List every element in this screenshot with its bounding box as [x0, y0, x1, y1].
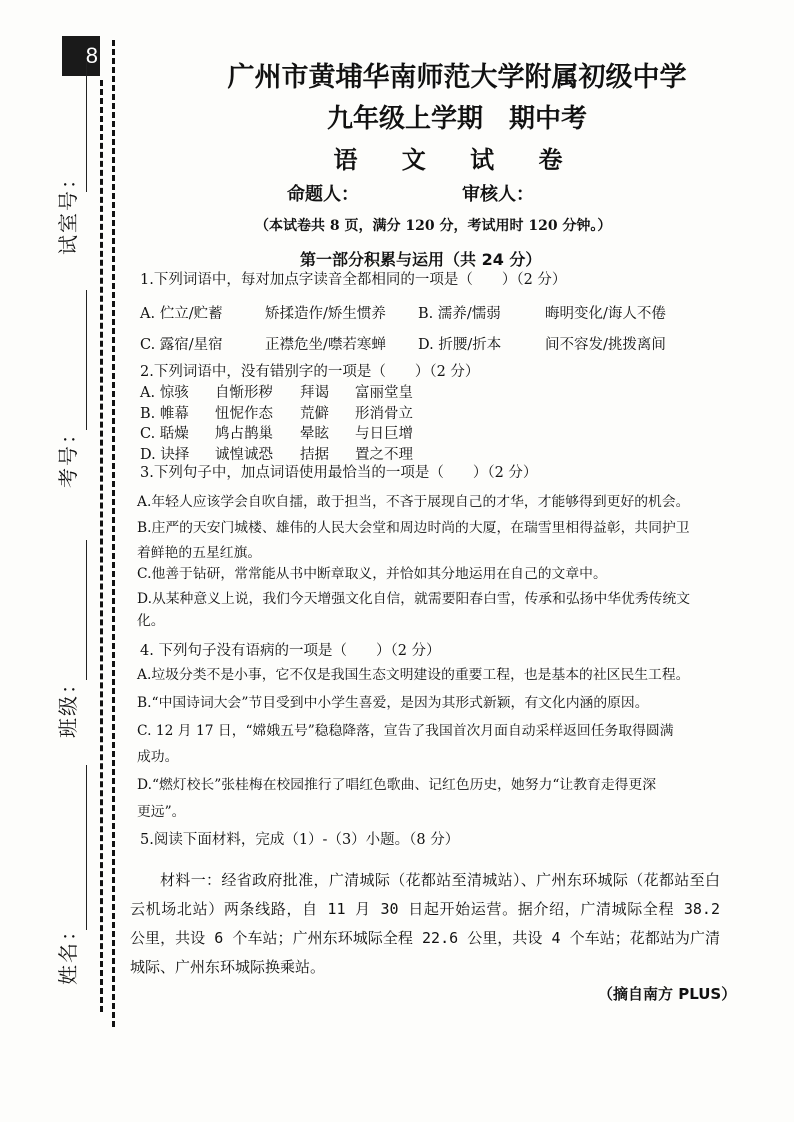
name-label: 姓名：: [56, 919, 80, 985]
name-line: [86, 765, 87, 930]
q5-material-one: 材料一：经省政府批准，广清城际（花都站至清城站）、广州东环城际（花都站至白云机场北站）两条线路，自 11 月 30 日起开始运营。据介绍，广清城际全程 38.2 公里，共设 6 个车站；广州东环城际全程 22.6 公里，共设 4 个车站；花都站为广清城际、广州东环城际换乘站。: [130, 871, 720, 976]
q2-option-d-2: 诚惶诚恐: [215, 447, 273, 463]
q4-option-d-cont: 更远”。: [137, 804, 186, 820]
class-line: [86, 540, 87, 680]
q2-option-b-2: 忸怩作态: [215, 406, 273, 422]
room-number-label: 试室号：: [56, 167, 80, 255]
q2-option-d-3: 拮据: [300, 447, 329, 463]
reviewer-label: 审核人：: [462, 184, 534, 205]
cut-line-outer: [112, 40, 115, 1027]
q3-option-b: B.庄严的天安门城楼、雄伟的人民大会堂和周边时尚的大厦，在瑞雪里相得益彰，共同护卫: [137, 520, 690, 536]
q2-option-c-4: 与日巨增: [355, 426, 413, 442]
q1-option-a-second: 矫揉造作/矫生惯养: [265, 306, 386, 322]
q1-option-a: A. 伫立/贮蓄: [140, 306, 223, 322]
part-one-title: 第一部分积累与运用（共 24 分）: [300, 250, 542, 269]
page-corner-mark: 8: [62, 36, 100, 76]
q2-option-b-3: 荒僻: [300, 406, 329, 422]
q2-option-d-1: D. 诀择: [140, 447, 190, 463]
q3-option-b-cont: 着鲜艳的五星红旗。: [137, 545, 262, 561]
q2-option-c-3: 晕眩: [300, 426, 329, 442]
setter-label: 命题人：: [287, 184, 359, 205]
school-name: 广州市黄埔华南师范大学附属初级中学: [227, 62, 687, 93]
q2-option-b-4: 形消骨立: [355, 406, 413, 422]
q3-option-c: C.他善于钻研，常常能从书中断章取义，并恰如其分地运用在自己的文章中。: [137, 566, 607, 582]
q2-stem: 2.下列词语中，没有错别字的一项是（ ）（2 分）: [140, 364, 480, 380]
q4-option-a: A.垃圾分类不是小事，它不仅是我国生态文明建设的重要工程，也是基本的社区民生工程。: [137, 667, 690, 683]
q1-stem: 1.下列词语中，每对加点字读音全都相同的一项是（ ）（2 分）: [140, 272, 567, 288]
exam-note: （本试卷共 8 页，满分 120 分，考试用时 120 分钟。）: [255, 218, 612, 234]
q4-option-b: B.“中国诗词大会”节目受到中小学生喜爱，是因为其形式新颖，有文化内涵的原因。: [137, 695, 649, 711]
q3-option-d: D.从某种意义上说，我们今天增强文化自信，就需要阳春白雪，传承和弘扬中华优秀传统文化。: [137, 591, 691, 629]
q1-option-d-second: 间不容发/挑拨离间: [545, 337, 666, 353]
q1-option-d: D. 折腰/折本: [418, 337, 502, 353]
subject-title: 语 文 试 卷: [333, 146, 581, 174]
q2-option-c-1: C. 聒燥: [140, 426, 189, 442]
q1-option-c: C. 露宿/星宿: [140, 337, 223, 353]
q1-option-b-second: 晦明变化/诲人不倦: [545, 306, 666, 322]
q4-option-c: C. 12 月 17 日，“嫦娥五号”稳稳降落，宣告了我国首次月面自动采样返回任务取得圆满: [137, 723, 674, 739]
q5-source: （摘自南方 PLUS）: [598, 985, 737, 1003]
q2-option-a-2: 自惭形秽: [215, 385, 273, 401]
q1-option-c-second: 正襟危坐/噤若寒蝉: [265, 337, 386, 353]
q2-option-d-4: 置之不理: [355, 447, 413, 463]
q2-option-a-1: A. 惊骇: [140, 385, 189, 401]
q3-stem: 3.下列句子中，加点词语使用最恰当的一项是（ ）（2 分）: [140, 465, 538, 481]
exam-title: 九年级上学期 期中考: [326, 104, 587, 134]
q5-stem: 5.阅读下面材料，完成（1）-（3）小题。（8 分）: [140, 832, 460, 848]
q1-option-b: B. 濡养/懦弱: [418, 306, 501, 322]
q2-option-a-3: 拜谒: [300, 385, 329, 401]
q2-option-b-1: B. 帷幕: [140, 406, 189, 422]
q4-stem: 4. 下列句子没有语病的一项是（ ）（2 分）: [140, 643, 441, 659]
q2-option-a-4: 富丽堂皇: [355, 385, 413, 401]
q4-option-d: D.“燃灯校长”张桂梅在校园推行了唱红色歌曲、记红色历史，她努力“让教育走得更深: [137, 777, 657, 793]
room-number-line: [86, 62, 87, 192]
q4-option-c-cont: 成功。: [137, 749, 179, 765]
q3-option-a: A.年轻人应该学会自吹自擂，敢于担当，不吝于展现自己的才华，才能够得到更好的机会。: [137, 494, 690, 510]
exam-number-line: [86, 290, 87, 430]
cut-line-inner: [100, 80, 103, 1012]
q2-option-c-2: 鸠占鹊巢: [215, 426, 273, 442]
binding-margin: [0, 0, 130, 1122]
exam-number-label: 考号：: [56, 422, 80, 488]
class-label: 班级：: [56, 672, 80, 738]
